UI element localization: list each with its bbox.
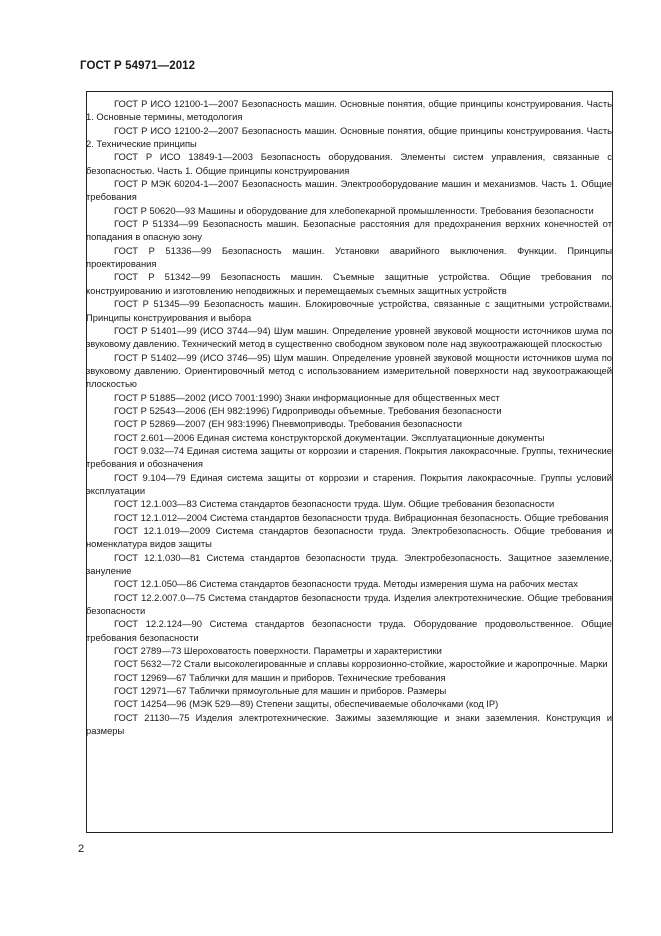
reference-entry: ГОСТ 9.104—79 Единая система защиты от коррозии и старения. Покрытия лакокрасочные. Группы условий эксплуатации (86, 471, 612, 496)
reference-entry: ГОСТ 5632—72 Стали высоколегированные и сплавы коррозионно-стойкие, жаростойкие и жаропрочные. Марки (114, 658, 608, 670)
reference-entry: ГОСТ Р 51342—99 Безопасность машин. Съемные защитные устройства. Общие требования по конструированию и изготовлению неподвижных и перемещаемых съемных защитных устройств (86, 271, 612, 296)
reference-entry: ГОСТ 14254—96 (МЭК 529—89) Степени защиты, обеспечиваемые оболочками (код IP) (114, 698, 499, 710)
reference-entry: ГОСТ Р 51401—99 (ИСО 3744—94) Шум машин. Определение уровней звуковой мощности источников шума по звуковому давлению. Технический метод в существенно свободном звуковом поле над звукоотражающей плоскостью (86, 324, 612, 350)
reference-entry: ГОСТ 21130—75 Изделия электротехнические. Зажимы заземляющие и знаки заземления. Конструкция и размеры (86, 711, 612, 737)
reference-entry: ГОСТ Р 50620—93 Машины и оборудование для хлебопекарной промышленности. Требования безопасности (114, 204, 594, 216)
reference-entry: ГОСТ 12.2.007.0—75 Система стандартов безопасности труда. Изделия электротехнические. Общие требования безопасности (86, 591, 612, 617)
reference-entry: ГОСТ Р 51345—99 Безопасность машин. Блокировочные устройства, связанные с защитными устройствами. Принципы конструирования и выбора (86, 298, 612, 323)
reference-entry: ГОСТ 12.1.050—86 Система стандартов безопасности труда. Методы измерения шума на рабочих местах (114, 578, 578, 590)
reference-entry: ГОСТ Р 51885—2002 (ИСО 7001:1990) Знаки информационные для общественных мест (114, 391, 500, 403)
reference-entry: ГОСТ 9.032—74 Единая система защиты от коррозии и старения. Покрытия лакокрасочные. Группы, технические требования и обозначения (86, 444, 612, 470)
reference-entry: ГОСТ Р 51402—99 (ИСО 3746—95) Шум машин. Определение уровней звуковой мощности источников шума по звуковому давлению. Ориентировочный метод с использованием измерительной поверхности над звукоотражающей плоскостью (86, 351, 612, 390)
reference-entry: ГОСТ 12.1.030—81 Система стандартов безопасности труда. Электробезопасность. Защитное заземление, зануление (86, 551, 612, 577)
reference-entry: ГОСТ Р МЭК 60204-1—2007 Безопасность машин. Электрооборудование машин и механизмов. Часть 1. Общие требования (86, 178, 612, 203)
reference-entry: ГОСТ 2.601—2006 Единая система конструкторской документации. Эксплуатационные документы (114, 431, 545, 443)
reference-entry: ГОСТ Р ИСО 12100-2—2007 Безопасность машин. Основные понятия, общие принципы конструирования. Часть 2. Технические принципы (86, 124, 612, 150)
reference-entry: ГОСТ Р 51334—99 Безопасность машин. Безопасные расстояния для предохранения верхних конечностей от попадания в опасную зону (86, 218, 612, 243)
document-code-header: ГОСТ Р 54971—2012 (80, 60, 196, 72)
reference-entry: ГОСТ 12.2.124—90 Система стандартов безопасности труда. Оборудование продовольственное. Общие требования безопасности (86, 618, 612, 643)
reference-entry: ГОСТ 12.1.019—2009 Система стандартов безопасности труда. Электробезопасность. Общие требования и номенклатура видов защиты (86, 525, 612, 550)
page-number: 2 (78, 843, 85, 855)
reference-entry: ГОСТ 12.1.003—83 Система стандартов безопасности труда. Шум. Общие требования безопасности (114, 498, 555, 510)
reference-entry: ГОСТ Р ИСО 12100-1—2007 Безопасность машин. Основные понятия, общие принципы конструирования. Часть 1. Основные термины, методология (86, 98, 612, 123)
reference-entry: ГОСТ 2789—73 Шероховатость поверхности. Параметры и характеристики (114, 645, 442, 657)
reference-entry: ГОСТ Р 51336—99 Безопасность машин. Установки аварийного выключения. Функции. Принципы проектирования (86, 244, 612, 270)
normative-references-list (86, 97, 612, 738)
reference-entry: ГОСТ 12.1.012—2004 Система стандартов безопасности труда. Вибрационная безопасность. Общие требования (114, 511, 609, 523)
reference-entry: ГОСТ Р ИСО 13849-1—2003 Безопасность оборудования. Элементы систем управления, связанные с безопасностью. Часть 1. Общие принципы конструирования (86, 151, 612, 176)
reference-entry: ГОСТ 12971—67 Таблички прямоугольные для машин и приборов. Размеры (114, 685, 447, 697)
reference-entry: ГОСТ Р 52869—2007 (ЕН 983:1996) Пневмоприводы. Требования безопасности (114, 418, 463, 430)
reference-entry: ГОСТ 12969—67 Таблички для машин и приборов. Технические требования (114, 671, 446, 683)
reference-entry: ГОСТ Р 52543—2006 (ЕН 982:1996) Гидроприводы объемные. Требования безопасности (114, 404, 502, 416)
